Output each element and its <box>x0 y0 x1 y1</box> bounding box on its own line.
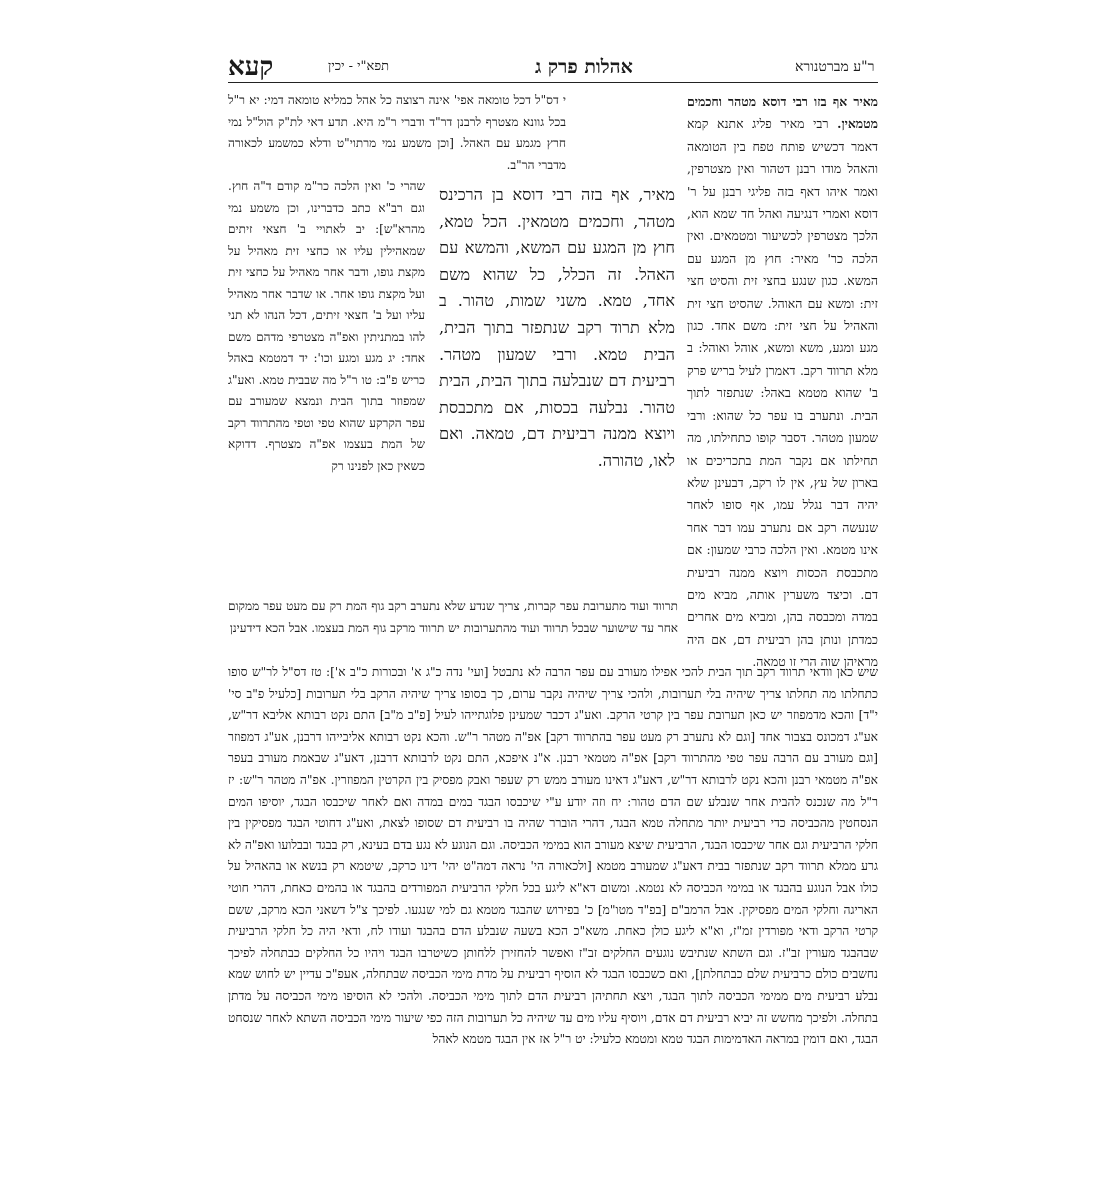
yachin-wide-text: שיש כאן וודאי תרווד רקב תוך הבית להכי אפילו מעורב עם עפר הרבה לא נתבטל [ועי' נדה כ"ג א' ובכורות כ"ב א']: טז דס"ל לר"ש סופו כתחלתו מה תחלתו צריך שיהיה בלי תערובות, ולהכי צריך שיהיה נקבר ערום, כך בסופו צריך שיהיה הרקב בלי תערובות [כלעיל פ"ב סי' י"ד] והכא מדמפוזר יש כאן תערובת עפר בין קרטי הרקב. ואע"ג דכבר שמעינן פלוגתייהו לעיל [פ"ב מ"ב] התם נקט רבותא אליבא דר"ש, אע"ג דמכונס בצבור אחד [וגם לא נתערב רק מעט עפר בהתרווד רקב] אפ"ה מטהר ר"ש. והכא נקט רבותא אליבייהו דרבנן, אע"ג דמפוזר [וגם מעורב עם הרבה עפר טפי מהתרווד רקב] אפ"ה מטמאי רבנן. א"נ איפכא, התם נקט לרבותא דרבנן, דאע"ג שבאמת מעורב בעפר אפ"ה מטמאי רבנן והכא נקט לרבותא דר"ש, דאע"ג דאינו מעורב ממש רק שעפר ואבק מפסיק בין הקרטין המפוזרין. אפ"ה מטהר ר"ש: יז ר"ל מה שנכנס להבית אחר שנבלע שם הדם טהור: יח וזה יודע ע"י שיכבסו הבגד במים במדה ואם לאחר שיכבסו הבגד, יוסיפו המים הנסחטין מהכביסה כדי רביעית יותר מתחלה טמא הבגד, דהרי הוברר שהיה בו רביעית דם שסופו לצאת, ואע"ג דחוטי הבגד מפסיקין בין חלקי הרביעית וגם אחר שיכבסו הבגד, הרביעית שיצא מעורב הוא במימי הכביסה. וגם הנוגע לא נגע בדם בעינא, רק בבגד ובבלועו ואפ"ה לא גרע ממלא תרווד רקב שנתפזר בבית דאע"ג שמעורב מטמא [ולכאורה הי' נראה דמה"ט יהי' דינו כרקב, שיטמא רק בנשא או בהאהיל על כולו אבל הנוגע בהבגד או במימי הכביסה לא נטמא. ומשום דא"א ליגע בכל חלקי הרביעית המפורדים בהבגד או בהמים כאחת, דהרי חוטי האריגה וחלקי המים מפסיקין. אבל הרמב"ם [בפ"ד מטו"מ] כ' בפירוש שהבגד מטמא גם למי שנגעו. לפיכך צ"ל דשאני הכא מרקב, ששם קרטי הרקב ודאי מפורדין זמ"ז, וא"א ליגע כולן כאחת. משא"כ הכא בשעה שנבלע הדם בהבגד ועודו לח, ודאי היה כל חלקי הרביעית שבהבגד מעורין זב"ז. וגם השתא שנתיבש נוגעים החלקים זב"ז ואפשר להחזירן ללחותן כשיטרבו הבגד ויהיו כל החלקים כבתחלה לפיכך נחשבים כולם כרביעית שלם כבתחלתן], ואם כשכבסו הבגד לא הוסיף רביעית על מדת מימי הכביסה שבתחלה, אעפ"כ עדיין יש לחוש שמא נבלע רביעית מים ממימי הכביסה לתוך הבגד, ויצא תחתיהן רביעית הדם לתוך מימי הכביסה. ולהכי לא הוסיפו מימי הכביסה על מדתן בתחלה. ולפיכך מחשש זה יביא רביעית דם אדם, ויוסיף עליו מים עד שיהיה כל תערובות הזה כפי שיעור מימי הכביסה השתא לאחר שנסחט הבגד, ואם דומין במראה האדמימות הבגד טמא ומטמא כלעיל: יט ר"ל אז אין הבגד מטמא לאהל <box>228 665 879 1047</box>
commentary-title: ר"ע מברטנורא <box>795 59 875 75</box>
running-subtitle: תפא"י - יכין <box>328 59 390 74</box>
mishnah-lead: מאיר, אף בזה רבי דוסא בן הרכינס מטהר, וחכמים מטמאין. <box>439 185 675 231</box>
yachin-top: י דס"ל דכל טומאה אפי' אינה רצוצה כל אהל כמליא טומאה דמי: יא ר"ל בכל גוונא מצטרף לרבנן דר"ד ודברי ר"מ היא. תדע דאי לת"ק הול"ל נמי חרץ מגמע עם האהל. [וכן משמע נמי מרתוי"ט ודלא כמשמע לכאורה מדברי הר"ב. <box>228 93 566 172</box>
header-rule <box>228 82 878 83</box>
bartenura-heading: מאיר אף בזו רבי דוסא מטהר וחכמים מטמאין. <box>687 94 878 132</box>
mishnah-body: הכל טמא, חוץ מן המגע עם המשא, והמשא עם האהל. זה הכלל, כל שהוא משם אחד, טמא. משני שמות, טהור. ב מלא תרוד רקב שנתפזר בתוך הבית, הבית טמא. ורבי שמעון מטהר. רביעית דם שנבלעה בתוך הבית, הבית טהור. נבלעה בכסות, אם מתכבסת ויוצא ממנה רביעית דם, טמאה. ואם לאו, טהורה. <box>439 211 675 470</box>
tractate-chapter-title: אהלות פרק ג <box>535 56 633 78</box>
bartenura-text: רבי מאיר פליג אתנא קמא דאמר דכשיש פותח טפח בין הטומאה והאהל מודו רבנן דטהור ואין מצטרפין, ואמר איהו דאף בזה פליגי רבנן על ר' דוסא ואמרי דנגיעה ואהל חד שמא הוא, הלכך מצטרפין לכשיעור ומטמאים. ואין הלכה כר' מאיר: חוץ מן המגע עם המשא. כגון שנגע בחצי זית והסיט חצי זית: ומשא עם האוהל. שהסיט חצי זית והאהיל על חצי זית: משם אחד. כגון מגע ומגע, משא ומשא, אוהל ואוהל: ב מלא תרווד רקב. דאמרן לעיל בריש פרק ב' שהוא מטמא באהל: שנתפזר לתוך הבית. ונתערב בו עפר כל שהוא: ורבי שמעון מטהר. דסבר קופו כתחילתו, מה תחילתו אם נקבר המת בתכריכים או בארון של עץ, אין לו רקב, דבעינן שלא יהיה דבר נגלל עמו, אף סופו לאחר שנעשה רקב אם נתערב עמו דבר אחר אינו מטמא. ואין הלכה כרבי שמעון: אם מתכבסת הכסות ויוצא ממנה רביעית דם. וכיצד משערין אותה, מביא מים במדה ומכבסה בהן, ומביא מים אחרים כמדתן ונותן בהן רביעית דם, אם היה מראיהן שוה הרי זו טמאה. <box>687 116 878 670</box>
bartenura-column <box>687 91 878 674</box>
mishnah-text <box>439 182 675 475</box>
yachin-narrow-column: שהרי כ' ואין הלכה כר"מ קודם ד"ה חוץ. וגם רב"א כתב כדברינו, וכן משמע נמי מהרא"ש]: יב לאתויי ב' חצאי זיתים שמאהילין עליו או כחצי זית מאהיל על מקצת גופו, ודבר אחר מאהיל על כחצי זית ועל מקצת גופו אחר. או שדבר אחר מאהיל עליו ועל ב' חצאי זיתים, דכל הנהו לא תני להו במתניתין ואפ"ה מצטרפי מדהם משם אחד: יג מגע ומגע וכו': יד דמטמא באהל כריש פ"ב: טו ר"ל מה שבבית טמא. ואע"ג שמפוזר בתוך הבית ונמצא שמעורב עם עפר הקרקע שהוא טפי וטפי מהתרווד רקב של המת בעצמו אפ"ה מצטרף. דדוקא כשאין כאן לפנינו רק <box>228 179 425 473</box>
yachin-mid: תרווד ועוד מתערובת עפר קברות, צריך שנדע שלא נתערב רקב גוף המת רק עם מעט עפר ממקום אחר עד שישוער שבכל תרווד ועוד מהתערובות יש תרווד מרקב גוף המת בעצמו. אבל הכא דידעינן <box>228 599 678 635</box>
folio-number: קעא <box>228 52 274 82</box>
